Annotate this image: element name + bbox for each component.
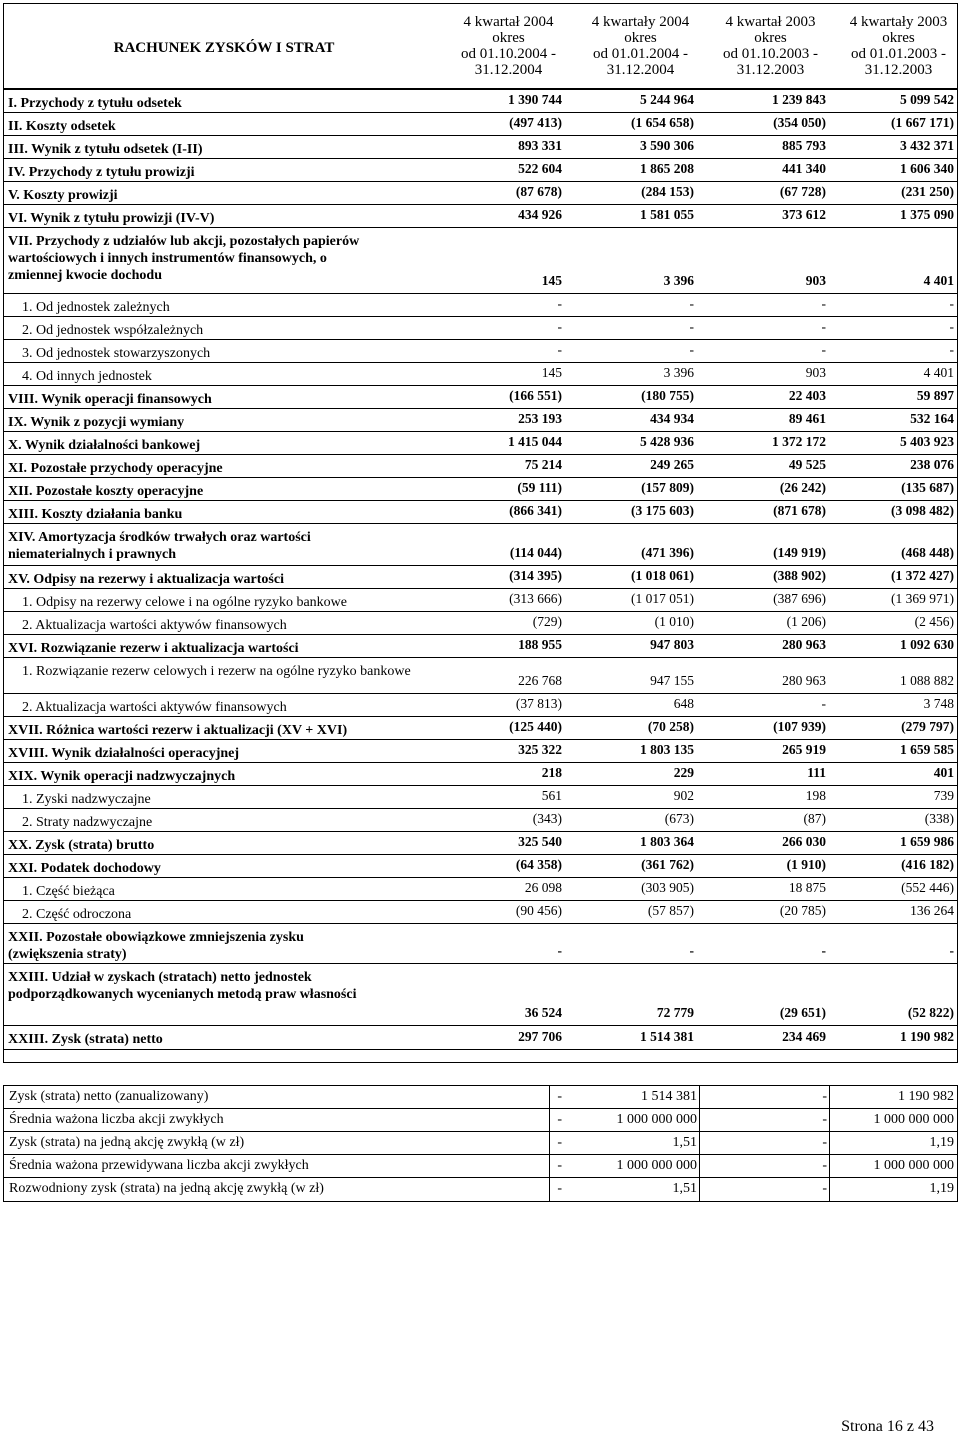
row-value: (1 010)	[654, 614, 694, 629]
row-value: (70 258)	[647, 719, 694, 734]
row-label: XVIII. Wynik działalności operacyjnej	[8, 746, 240, 761]
row-value: -	[949, 342, 954, 357]
row-label: I. Przychody z tytułu odsetek	[8, 96, 182, 111]
row-value: (1 017 051)	[631, 591, 694, 606]
row-value: -	[557, 342, 562, 357]
row-value: 253 193	[518, 411, 562, 426]
row-value: 902	[673, 788, 694, 803]
row-value: 561	[541, 788, 562, 803]
table-row	[4, 524, 957, 566]
row-value: 522 604	[518, 161, 562, 176]
row-label: XVI. Rozwiązanie rezerw i aktualizacja wartości	[8, 641, 299, 656]
row-value: (1 372 427)	[891, 568, 954, 583]
row-label: 3. Od jednostek stowarzyszonych	[22, 346, 211, 361]
column-divider	[699, 1086, 700, 1108]
summary-value: -	[557, 1181, 562, 1196]
row-value: (166 551)	[509, 388, 562, 403]
row-value: 280 963	[782, 637, 826, 652]
row-value: 26 098	[524, 880, 562, 895]
row-label: XIX. Wynik operacji nadzwyczajnych	[8, 769, 236, 784]
row-value: (866 341)	[509, 503, 562, 518]
row-value: (67 728)	[779, 184, 826, 199]
table-row	[4, 832, 957, 855]
column-divider	[829, 1178, 830, 1201]
summary-row	[4, 1178, 957, 1201]
column-header	[446, 14, 571, 78]
column-header-text: 4 kwartał 2003 okres od 01.10.2003 - 31.12.2003	[723, 14, 818, 78]
row-value: 434 926	[518, 207, 562, 222]
row-value: 226 768	[518, 673, 562, 688]
row-value: 1 659 986	[900, 834, 954, 849]
table-row	[4, 159, 957, 182]
row-value: (361 762)	[641, 857, 694, 872]
table-row	[4, 455, 957, 478]
row-label: XXII. Pozostałe obowiązkowe zmniejszenia zysku (zwiększenia straty)	[8, 930, 304, 962]
column-divider	[699, 1178, 700, 1201]
row-value: -	[949, 943, 954, 958]
summary-value: -	[557, 1112, 562, 1127]
row-value: 145	[541, 273, 562, 288]
row-value: -	[821, 696, 826, 711]
row-value: (1 369 971)	[891, 591, 954, 606]
row-value: 5 403 923	[900, 434, 954, 449]
table-row	[4, 432, 957, 455]
table-row	[4, 363, 957, 386]
row-value: 4 401	[923, 365, 954, 380]
row-value: -	[557, 319, 562, 334]
row-value: 145	[541, 365, 562, 380]
row-label: 2. Straty nadzwyczajne	[22, 815, 153, 830]
row-value: 739	[933, 788, 954, 803]
table-row	[4, 964, 957, 1026]
summary-label: Średnia ważona liczba akcji zwykłych	[9, 1112, 224, 1127]
row-value: (64 358)	[515, 857, 562, 872]
summary-value: -	[822, 1089, 827, 1104]
table-row	[4, 90, 957, 113]
row-label: XXI. Podatek dochodowy	[8, 861, 161, 876]
summary-label: Zysk (strata) netto (zanualizowany)	[9, 1089, 209, 1104]
table-row	[4, 612, 957, 635]
row-label: XXIII. Udział w zyskach (stratach) netto jednostek podporządkowanych wycenianych metodą praw własności	[8, 970, 357, 1002]
row-value: 903	[805, 273, 826, 288]
summary-value: -	[557, 1135, 562, 1150]
row-value: 3 396	[663, 273, 694, 288]
row-label: V. Koszty prowizji	[8, 188, 118, 203]
column-divider	[699, 1109, 700, 1131]
row-value: (1 018 061)	[631, 568, 694, 583]
row-value: 401	[933, 765, 954, 780]
row-value: (552 446)	[901, 880, 954, 895]
row-value: 5 099 542	[900, 92, 954, 107]
summary-row	[4, 1155, 957, 1178]
table-row	[4, 1026, 957, 1050]
table-row	[4, 409, 957, 432]
table-row	[4, 658, 957, 694]
row-value: 111	[807, 765, 826, 780]
row-value: (314 395)	[509, 568, 562, 583]
row-label: XII. Pozostałe koszty operacyjne	[8, 484, 204, 499]
row-value: (29 651)	[779, 1005, 826, 1020]
row-value: 947 803	[650, 637, 694, 652]
row-value: 18 875	[788, 880, 826, 895]
table-row	[4, 136, 957, 159]
table-row	[4, 855, 957, 878]
table-row	[4, 763, 957, 786]
row-label: 1. Część bieżąca	[22, 884, 115, 899]
summary-row	[4, 1109, 957, 1132]
page-number: Strona 16 z 43	[841, 1418, 934, 1435]
row-value: 1 803 364	[640, 834, 694, 849]
row-label: 2. Część odroczona	[22, 907, 132, 922]
row-label: II. Koszty odsetek	[8, 119, 116, 134]
row-label: XIII. Koszty działania banku	[8, 507, 183, 522]
row-value: 280 963	[782, 673, 826, 688]
row-value: 3 432 371	[900, 138, 954, 153]
row-value: (416 182)	[901, 857, 954, 872]
summary-row	[4, 1132, 957, 1155]
row-value: (1 206)	[786, 614, 826, 629]
row-label: 2. Aktualizacja wartości aktywów finansowych	[22, 700, 287, 715]
summary-value: 1 514 381	[641, 1089, 697, 1104]
row-value: 297 706	[518, 1029, 562, 1044]
row-value: (157 809)	[641, 480, 694, 495]
row-value: 218	[541, 765, 562, 780]
row-value: -	[689, 342, 694, 357]
column-divider	[549, 1178, 550, 1201]
column-divider	[549, 1132, 550, 1154]
row-value: 249 265	[650, 457, 694, 472]
row-value: -	[821, 319, 826, 334]
column-divider	[699, 1155, 700, 1177]
row-value: 1 581 055	[640, 207, 694, 222]
row-value: (59 111)	[517, 480, 562, 495]
row-value: (180 755)	[641, 388, 694, 403]
row-value: -	[821, 342, 826, 357]
row-value: 89 461	[788, 411, 826, 426]
table-row	[4, 386, 957, 409]
table-row	[4, 340, 957, 363]
row-value: -	[949, 296, 954, 311]
row-value: (149 919)	[773, 545, 826, 560]
row-value: -	[689, 943, 694, 958]
row-label: XX. Zysk (strata) brutto	[8, 838, 155, 853]
row-value: -	[557, 296, 562, 311]
row-value: -	[689, 296, 694, 311]
row-value: 75 214	[524, 457, 562, 472]
row-value: 441 340	[782, 161, 826, 176]
summary-value: -	[822, 1135, 827, 1150]
column-divider	[549, 1155, 550, 1177]
row-value: (1 667 171)	[891, 115, 954, 130]
summary-value: 1,19	[929, 1181, 954, 1196]
row-label: VI. Wynik z tytułu prowizji (IV-V)	[8, 211, 215, 226]
table-row	[4, 566, 957, 589]
row-value: (354 050)	[773, 115, 826, 130]
row-value: (343)	[532, 811, 562, 826]
table-row	[4, 878, 957, 901]
row-value: (37 813)	[515, 696, 562, 711]
row-label: XIV. Amortyzacja środków trwałych oraz wartości niematerialnych i prawnych	[8, 530, 311, 562]
row-value: (497 413)	[509, 115, 562, 130]
row-value: 5 244 964	[640, 92, 694, 107]
row-value: (338)	[924, 811, 954, 826]
row-value: 136 264	[910, 903, 954, 918]
table-row	[4, 228, 957, 294]
row-value: 648	[673, 696, 694, 711]
row-label: XI. Pozostałe przychody operacyjne	[8, 461, 223, 476]
row-value: 434 934	[650, 411, 694, 426]
row-label: 1. Zyski nadzwyczajne	[22, 792, 151, 807]
row-value: 1 375 090	[900, 207, 954, 222]
table-row	[4, 635, 957, 658]
row-value: 325 540	[518, 834, 562, 849]
row-value: (471 396)	[641, 545, 694, 560]
row-value: (57 857)	[647, 903, 694, 918]
row-value: 532 164	[910, 411, 954, 426]
row-value: (1 654 658)	[631, 115, 694, 130]
summary-value: 1 000 000 000	[873, 1158, 954, 1173]
row-value: 198	[805, 788, 826, 803]
summary-value: -	[822, 1181, 827, 1196]
row-value: -	[821, 943, 826, 958]
row-value: 238 076	[910, 457, 954, 472]
row-label: 1. Od jednostek zależnych	[22, 300, 170, 315]
summary-label: Rozwodniony zysk (strata) na jedną akcję zwykłą (w zł)	[9, 1181, 324, 1196]
summary-value: -	[822, 1112, 827, 1127]
row-value: (87)	[803, 811, 826, 826]
row-value: (313 666)	[509, 591, 562, 606]
row-value: (468 448)	[901, 545, 954, 560]
row-value: 3 396	[663, 365, 694, 380]
table-row	[4, 113, 957, 136]
column-divider	[829, 1155, 830, 1177]
row-value: (26 242)	[779, 480, 826, 495]
row-label: XV. Odpisy na rezerwy i aktualizacja wartości	[8, 572, 284, 587]
table-row	[4, 809, 957, 832]
table-row	[4, 717, 957, 740]
row-value: 1 415 044	[508, 434, 562, 449]
summary-row	[4, 1086, 957, 1109]
row-value: 229	[673, 765, 694, 780]
row-value: 1 239 843	[772, 92, 826, 107]
column-header-text: 4 kwartały 2004 okres od 01.01.2004 - 31.12.2004	[591, 14, 690, 78]
row-value: 188 955	[518, 637, 562, 652]
row-value: 1 803 135	[640, 742, 694, 757]
row-value: 266 030	[782, 834, 826, 849]
row-value: (87 678)	[515, 184, 562, 199]
row-value: 4 401	[923, 273, 954, 288]
row-value: -	[949, 319, 954, 334]
summary-value: 1 190 982	[898, 1089, 954, 1104]
row-value: 1 092 630	[900, 637, 954, 652]
column-divider	[549, 1086, 550, 1108]
row-label: 2. Od jednostek współzależnych	[22, 323, 204, 338]
row-value: 325 322	[518, 742, 562, 757]
row-value: (673)	[664, 811, 694, 826]
summary-label: Zysk (strata) na jedną akcję zwykłą (w zł)	[9, 1135, 245, 1150]
income-statement-table	[3, 3, 958, 1063]
row-value: 1 659 585	[900, 742, 954, 757]
row-value: 59 897	[916, 388, 954, 403]
row-value: (1 910)	[786, 857, 826, 872]
row-value: 3 748	[923, 696, 954, 711]
row-value: 1 606 340	[900, 161, 954, 176]
row-label: VIII. Wynik operacji finansowych	[8, 392, 212, 407]
row-value: (20 785)	[779, 903, 826, 918]
row-value: 234 469	[782, 1029, 826, 1044]
row-value: (107 939)	[773, 719, 826, 734]
row-value: (303 905)	[641, 880, 694, 895]
table-row	[4, 694, 957, 717]
row-label: III. Wynik z tytułu odsetek (I-II)	[8, 142, 203, 157]
row-value: -	[557, 943, 562, 958]
row-value: 947 155	[650, 673, 694, 688]
row-value: 373 612	[782, 207, 826, 222]
column-header	[708, 14, 833, 78]
row-value: -	[821, 296, 826, 311]
column-divider	[829, 1086, 830, 1108]
row-value: (2 456)	[914, 614, 954, 629]
summary-value: -	[557, 1158, 562, 1173]
table-row	[4, 478, 957, 501]
row-value: (284 153)	[641, 184, 694, 199]
row-value: 3 590 306	[640, 138, 694, 153]
row-value: 22 403	[788, 388, 826, 403]
row-value: (3 175 603)	[631, 503, 694, 518]
column-header-text: 4 kwartały 2003 okres od 01.01.2003 - 31.12.2003	[849, 14, 948, 78]
row-value: 903	[805, 365, 826, 380]
row-value: (388 902)	[773, 568, 826, 583]
row-value: (871 678)	[773, 503, 826, 518]
row-label: 2. Aktualizacja wartości aktywów finansowych	[22, 618, 287, 633]
table-row	[4, 501, 957, 524]
row-value: (3 098 482)	[891, 503, 954, 518]
column-header	[836, 14, 960, 78]
row-label: IV. Przychody z tytułu prowizji	[8, 165, 195, 180]
row-value: 1 372 172	[772, 434, 826, 449]
column-divider	[829, 1132, 830, 1154]
row-label: XVII. Różnica wartości rezerw i aktualizacji (XV + XVI)	[8, 723, 348, 738]
summary-value: -	[822, 1158, 827, 1173]
column-header	[578, 14, 703, 78]
row-value: -	[689, 319, 694, 334]
row-value: 72 779	[656, 1005, 694, 1020]
row-label: IX. Wynik z pozycji wymiany	[8, 415, 185, 430]
row-label: 1. Rozwiązanie rezerw celowych i rezerw na ogólne ryzyko bankowe	[22, 664, 411, 679]
row-label: VII. Przychody z udziałów lub akcji, pozostałych papierów wartościowych i innych instrumentów finansowych, o zmiennej kwocie dochodu	[8, 234, 360, 283]
summary-value: 1 000 000 000	[616, 1112, 697, 1127]
row-value: 893 331	[518, 138, 562, 153]
statement-title: RACHUNEK ZYSKÓW I STRAT	[113, 40, 335, 56]
row-label: 1. Odpisy na rezerwy celowe i na ogólne ryzyko bankowe	[22, 595, 348, 610]
column-divider	[829, 1109, 830, 1131]
row-value: 265 919	[782, 742, 826, 757]
row-value: 5 428 936	[640, 434, 694, 449]
summary-value: 1,51	[672, 1135, 697, 1150]
row-value: 1 514 381	[640, 1029, 694, 1044]
summary-label: Średnia ważona przewidywana liczba akcji zwykłych	[9, 1158, 309, 1173]
row-value: 1 190 982	[900, 1029, 954, 1044]
row-value: (231 250)	[901, 184, 954, 199]
row-value: (90 456)	[515, 903, 562, 918]
row-value: (135 687)	[901, 480, 954, 495]
table-header	[4, 4, 957, 90]
summary-value: 1,51	[672, 1181, 697, 1196]
row-value: 885 793	[782, 138, 826, 153]
row-value: 36 524	[524, 1005, 562, 1020]
summary-value: -	[557, 1089, 562, 1104]
row-value: (114 044)	[509, 545, 562, 560]
table-row	[4, 205, 957, 228]
column-divider	[699, 1132, 700, 1154]
table-row	[4, 294, 957, 317]
column-header-text: 4 kwartał 2004 okres od 01.10.2004 - 31.12.2004	[461, 14, 556, 78]
row-value: 1 865 208	[640, 161, 694, 176]
column-divider	[549, 1109, 550, 1131]
row-label: 4. Od innych jednostek	[22, 369, 152, 384]
row-value: (279 797)	[901, 719, 954, 734]
table-row	[4, 182, 957, 205]
row-value: (52 822)	[907, 1005, 954, 1020]
row-value: (387 696)	[773, 591, 826, 606]
summary-value: 1 000 000 000	[616, 1158, 697, 1173]
row-value: 49 525	[788, 457, 826, 472]
table-row	[4, 786, 957, 809]
row-label: X. Wynik działalności bankowej	[8, 438, 201, 453]
summary-value: 1,19	[929, 1135, 954, 1150]
table-row	[4, 901, 957, 924]
row-value: 1 390 744	[508, 92, 562, 107]
table-row	[4, 924, 957, 964]
summary-value: 1 000 000 000	[873, 1112, 954, 1127]
table-row	[4, 317, 957, 340]
row-value: (729)	[532, 614, 562, 629]
table-row	[4, 589, 957, 612]
row-label: XXIII. Zysk (strata) netto	[8, 1032, 163, 1047]
row-value: 1 088 882	[900, 673, 954, 688]
row-value: (125 440)	[509, 719, 562, 734]
per-share-summary-table	[3, 1085, 958, 1202]
table-row	[4, 740, 957, 763]
